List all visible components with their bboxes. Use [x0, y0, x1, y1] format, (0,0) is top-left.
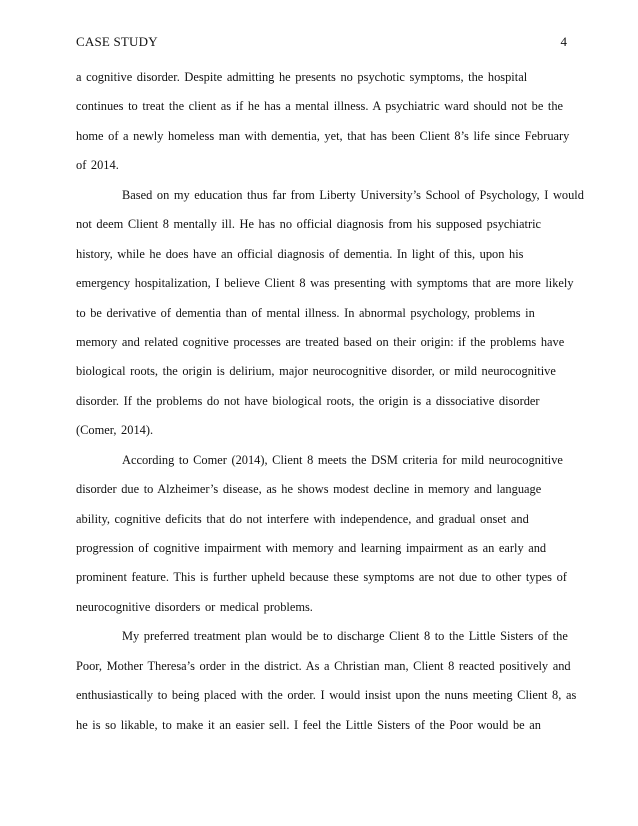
text-line: memory and related cognitive processes are treated based on their origin: if the problems have	[76, 334, 565, 349]
paragraph-start-line: Based on my education thus far from Liberty University’s School of Psychology, I would	[122, 187, 584, 202]
text-line: to be derivative of dementia than of mental illness. In abnormal psychology, problems in	[76, 305, 535, 320]
text-line: of 2014.	[76, 158, 119, 173]
text-line: disorder. If the problems do not have biological roots, the origin is a dissociative disorder	[76, 393, 540, 408]
text-line: not deem Client 8 mentally ill. He has no official diagnosis from his supposed psychiatric	[76, 217, 542, 232]
text-line: Poor, Mother Theresa’s order in the district. As a Christian man, Client 8 reacted positively and	[76, 658, 571, 673]
text-line: he is so likable, to make it an easier sell. I feel the Little Sisters of the Poor would be an	[76, 717, 541, 732]
text-line: a cognitive disorder. Despite admitting he presents no psychotic symptoms, the hospital	[76, 70, 528, 84]
text-line: progression of cognitive impairment with memory and learning impairment as an early and	[76, 541, 547, 555]
text-line: ability, cognitive deficits that do not interfere with independence, and gradual onset and	[76, 511, 529, 526]
text-line: biological roots, the origin is delirium, major neurocognitive disorder, or mild neurocognitive	[76, 364, 556, 379]
text-line: continues to treat the client as if he has a mental illness. A psychiatric ward should not be the	[76, 99, 564, 114]
text-line: (Comer, 2014).	[76, 423, 154, 438]
text-line: prominent feature. This is further upheld because these symptoms are not due to other types of	[76, 570, 567, 585]
text-line: history, while he does have an official diagnosis of dementia. In light of this, upon his	[76, 246, 524, 261]
text-line: home of a newly homeless man with dementia, yet, that has been Client 8’s life since February	[76, 128, 570, 143]
text-line: disorder due to Alzheimer’s disease, as he shows modest decline in memory and language	[76, 482, 542, 497]
running-head: CASE STUDY	[76, 34, 158, 49]
text-line: neurocognitive disorders or medical problems.	[76, 599, 313, 614]
body-text	[76, 63, 584, 740]
paragraph-start-line: My preferred treatment plan would be to discharge Client 8 to the Little Sisters of the	[122, 629, 568, 644]
text-line: emergency hospitalization, I believe Client 8 was presenting with symptoms that are more likely	[76, 276, 574, 291]
text-line: enthusiastically to being placed with the order. I would insist upon the nuns meeting Client 8, as	[76, 688, 577, 703]
paragraph-start-line: According to Comer (2014), Client 8 meets the DSM criteria for mild neurocognitive	[122, 452, 563, 467]
page-number: 4	[560, 34, 567, 49]
